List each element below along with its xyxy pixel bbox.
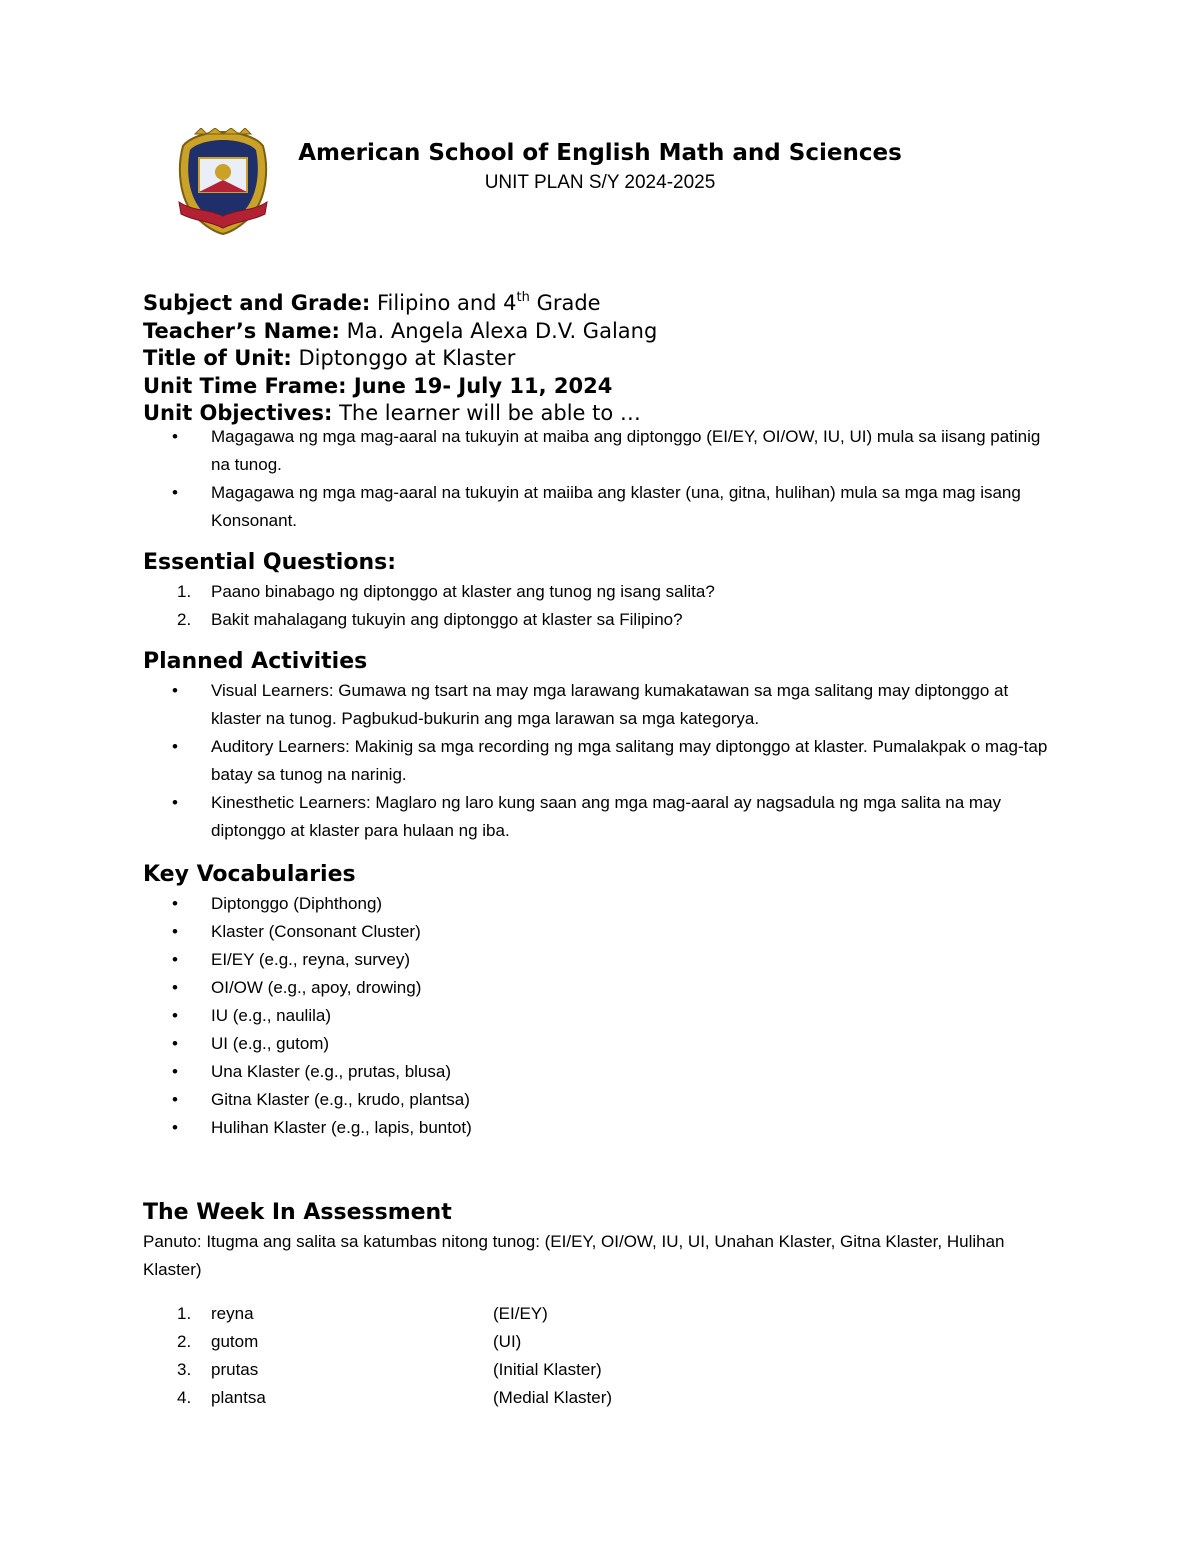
section-heading: Planned Activities bbox=[143, 649, 368, 674]
subject-sup: th bbox=[516, 290, 530, 305]
assessment-answer: (UI) bbox=[493, 1332, 522, 1351]
unit-info bbox=[143, 284, 1093, 428]
list-item bbox=[143, 1030, 1063, 1058]
list-item bbox=[143, 578, 1063, 606]
list-number: 2. bbox=[177, 1332, 192, 1351]
assessment-word: gutom bbox=[211, 1332, 259, 1351]
list-item bbox=[143, 1002, 1063, 1030]
title-line bbox=[143, 345, 1093, 373]
teacher-value: Ma. Angela Alexa D.V. Galang bbox=[346, 318, 658, 343]
list-item-text: Kinesthetic Learners: Maglaro ng laro kung saan ang mga mag-aaral ay nagsadula ng mga salita na may diptonggo at klaster para hulaan ng iba. bbox=[211, 793, 1002, 840]
assessment-answer: (Medial Klaster) bbox=[493, 1388, 613, 1407]
list-item-text: Auditory Learners: Makinig sa mga recording ng mga salitang may diptonggo at klaster. Pumalakpak o mag-tap batay sa tunog na narinig. bbox=[211, 737, 1048, 784]
assessment-answer: (EI/EY) bbox=[493, 1304, 548, 1323]
list-item-text: Gitna Klaster (e.g., krudo, plantsa) bbox=[211, 1090, 470, 1109]
objectives-label: Unit Objectives: bbox=[143, 401, 333, 425]
title-label: Title of Unit: bbox=[143, 346, 292, 370]
bullet-icon: • bbox=[172, 1118, 178, 1137]
list-item-text: Hulihan Klaster (e.g., lapis, buntot) bbox=[211, 1118, 472, 1137]
timeframe-label: Unit Time Frame: June 19- July 11, 2024 bbox=[143, 373, 613, 398]
planned-activities-section bbox=[143, 647, 1063, 845]
timeframe-line bbox=[143, 373, 1093, 401]
bullet-icon: • bbox=[172, 978, 178, 997]
assessment-word: prutas bbox=[211, 1360, 259, 1379]
essential-questions-section bbox=[143, 548, 1063, 634]
subject-value-suffix: Grade bbox=[529, 291, 601, 315]
bullet-icon: • bbox=[172, 1034, 178, 1053]
list-item-text: OI/OW (e.g., apoy, drowing) bbox=[211, 978, 422, 997]
list-item bbox=[143, 677, 1063, 733]
title-value: Diptonggo at Klaster bbox=[298, 346, 516, 370]
list-item bbox=[143, 918, 1063, 946]
list-number: 4. bbox=[177, 1388, 192, 1407]
teacher-line bbox=[143, 318, 1093, 346]
list-item-text: UI (e.g., gutom) bbox=[211, 1034, 330, 1053]
list-item-text: Paano binabago ng diptonggo at klaster ang tunog ng isang salita? bbox=[211, 582, 715, 601]
bullet-icon: • bbox=[172, 427, 178, 446]
key-vocabularies-section bbox=[143, 860, 1063, 1142]
list-item bbox=[143, 890, 1063, 918]
section-heading: Key Vocabularies bbox=[143, 862, 356, 887]
bullet-icon: • bbox=[172, 483, 178, 502]
bullet-icon: • bbox=[172, 793, 178, 812]
list-item bbox=[143, 946, 1063, 974]
bullet-icon: • bbox=[172, 737, 178, 756]
assessment-row bbox=[143, 1328, 1063, 1356]
list-item-text: Bakit mahalagang tukuyin ang diptonggo at klaster sa Filipino? bbox=[211, 610, 683, 629]
subject-label: Subject and Grade: bbox=[143, 291, 371, 315]
list-item bbox=[143, 423, 1063, 479]
list-number: 1. bbox=[177, 582, 192, 601]
assessment-word: reyna bbox=[211, 1304, 254, 1323]
bullet-icon: • bbox=[172, 894, 178, 913]
list-item-text: Diptonggo (Diphthong) bbox=[211, 894, 383, 913]
list-item-text: Una Klaster (e.g., prutas, blusa) bbox=[211, 1062, 452, 1081]
assessment-list bbox=[143, 1300, 1063, 1412]
assessment-section bbox=[143, 1198, 1063, 1412]
list-item bbox=[143, 789, 1063, 845]
bullet-icon: • bbox=[172, 1090, 178, 1109]
bullet-icon: • bbox=[172, 1006, 178, 1025]
assessment-row bbox=[143, 1384, 1063, 1412]
section-heading: The Week In Assessment bbox=[143, 1200, 452, 1225]
bullet-icon: • bbox=[172, 922, 178, 941]
list-item-text: IU (e.g., naulila) bbox=[211, 1006, 331, 1025]
school-name: American School of English Math and Sciences bbox=[298, 140, 902, 166]
subject-value-text: Filipino and 4 bbox=[376, 291, 517, 315]
list-item bbox=[143, 1086, 1063, 1114]
objectives-value: The learner will be able to … bbox=[339, 401, 641, 425]
list-item-text: Magagawa ng mga mag-aaral na tukuyin at maiiba ang klaster (una, gitna, hulihan) mula sa mga mag isang Konsonant. bbox=[211, 483, 1021, 530]
subject-value bbox=[377, 291, 601, 315]
unit-plan-title: UNIT PLAN S/Y 2024-2025 bbox=[484, 172, 716, 193]
bullet-icon: • bbox=[172, 1062, 178, 1081]
assessment-answer: (Initial Klaster) bbox=[493, 1360, 602, 1379]
list-item bbox=[143, 606, 1063, 634]
assessment-instructions: Panuto: Itugma ang salita sa katumbas nitong tunog: (EI/EY, OI/OW, IU, UI, Unahan Klaster, Gitna Klaster, Hulihan Klaster) bbox=[143, 1232, 1005, 1279]
list-item bbox=[143, 479, 1063, 535]
assessment-word: plantsa bbox=[211, 1388, 266, 1407]
assessment-row bbox=[143, 1300, 1063, 1328]
list-item bbox=[143, 733, 1063, 789]
list-item bbox=[143, 974, 1063, 1002]
bullet-icon: • bbox=[172, 681, 178, 700]
section-heading: Essential Questions: bbox=[143, 550, 397, 575]
list-item bbox=[143, 1114, 1063, 1142]
list-number: 2. bbox=[177, 610, 192, 629]
list-item-text: Visual Learners: Gumawa ng tsart na may mga larawang kumakatawan sa mga salitang may diptonggo at klaster na tunog. Pagbukud-bukurin ang mga larawan sa mga kategorya. bbox=[211, 681, 1009, 728]
teacher-label: Teacher’s Name: bbox=[143, 318, 340, 343]
list-number: 3. bbox=[177, 1360, 192, 1379]
list-item bbox=[143, 1058, 1063, 1086]
list-item-text: Klaster (Consonant Cluster) bbox=[211, 922, 421, 941]
objectives-list bbox=[143, 423, 1063, 535]
subject-grade-line bbox=[143, 284, 1093, 318]
bullet-icon: • bbox=[172, 950, 178, 969]
list-item-text: EI/EY (e.g., reyna, survey) bbox=[211, 950, 411, 969]
assessment-row bbox=[143, 1356, 1063, 1384]
list-item-text: Magagawa ng mga mag-aaral na tukuyin at maiba ang diptonggo (EI/EY, OI/OW, IU, UI) mula sa iisang patinig na tunog. bbox=[211, 427, 1041, 474]
list-number: 1. bbox=[177, 1304, 192, 1323]
